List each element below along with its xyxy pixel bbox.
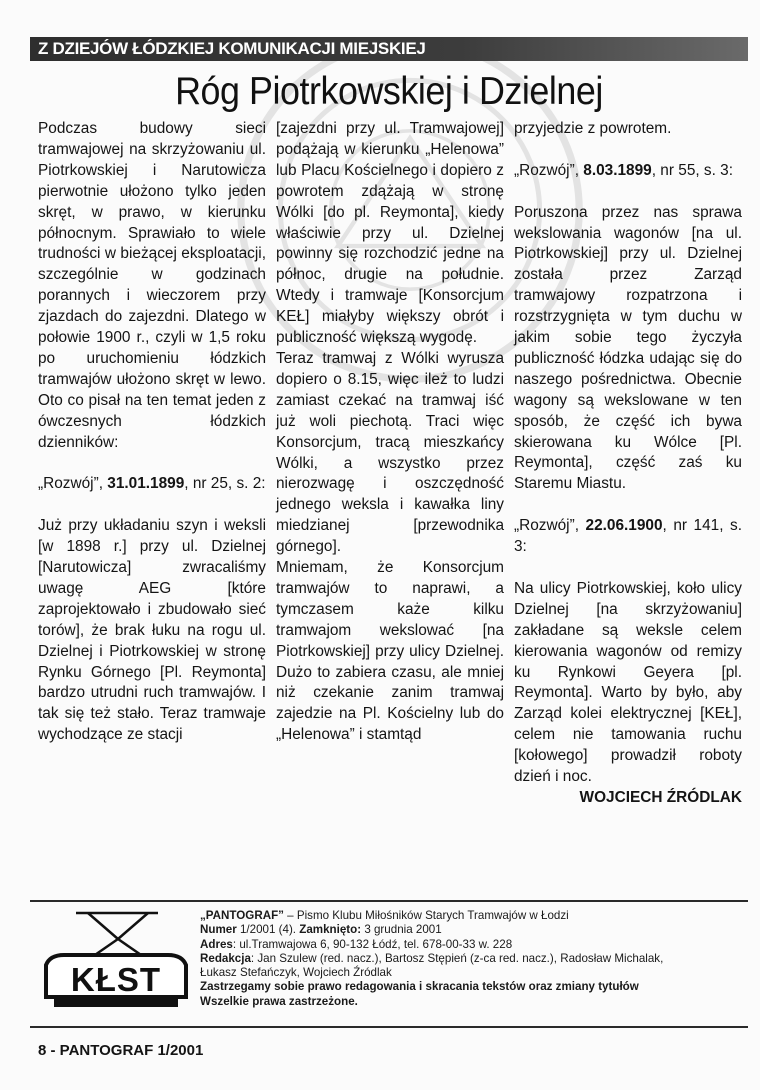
paragraph: Teraz tramwaj z Wólki wyrusza dopiero o 8.15, więc ileż to ludzi zamiast czekać na tramwaj iść już woli piechotą. Traci więc Konsorcjum, tracą mieszkańcy Wólki, a wszystko przez nierozwagę i oszczędność jednego weksla i kawałka liny miedzianej [przewodnika górnego]. bbox=[276, 349, 504, 556]
paragraph: Podczas budowy sieci tramwajowej na skrzyżowaniu ul. Piotrkowskiej i Narutowicza pierwotnie ułożono tylko jeden skręt, w prawo, w kierunku północnym. Sprawiało to wiele trudności w bieżącej eksploatacji, szczególnie w godzinach porannych i wieczorem przy zjazdach do zajezdni. Dlatego w połowie 1900 r., czyli w 1,5 roku po uruchomieniu łódzkich tramwajów ułożono skręt w lewo. Oto co pisał na ten temat jeden z ówczesnych łódzkich dzienników: bbox=[38, 120, 266, 451]
citation: „Rozwój”, 31.01.1899, nr 25, s. 2: bbox=[38, 475, 266, 493]
paragraph: [zajezdni przy ul. Tramwajowej] podążają w kierunku „Helenowa” lub Placu Kościelnego i dopiero z powrotem zdążają w stronę Wólki [do pl. Reymonta], kiedy właściwie przy ul. Dzielnej powinny się rozchodzić jedne na północ, drugie na południe. Wtedy i tramwaje [Konsorcjum KEŁ] miałyby większy obrót i publiczność większą wygodę. bbox=[276, 120, 504, 347]
paragraph: Mniemam, że Konsorcjum tramwajów to naprawi, a tymczasem każe kilku tramwajom wekslować [na Piotrkowskiej] przy ulicy Dzielnej. Dużo to zabiera czasu, ale mniej niż czekanie zanim tramwaj zajedzie na Pl. Kościelny lub do „Helenowa” i stamtąd bbox=[276, 559, 504, 744]
column-1 bbox=[38, 119, 266, 894]
svg-text:KŁST: KŁST bbox=[70, 961, 162, 998]
column-3 bbox=[514, 119, 742, 894]
reserve-notice: Zastrzegamy sobie prawo redagowania i skracania tekstów oraz zmiany tytułów bbox=[200, 980, 639, 994]
editorial-line-2: Łukasz Stefańczyk, Wojciech Źródlak bbox=[200, 966, 392, 980]
paragraph: przyjedzie z powrotem. bbox=[514, 120, 672, 137]
citation: „Rozwój”, 22.06.1900, nr 141, s. 3: bbox=[514, 517, 742, 556]
klst-logo bbox=[40, 905, 190, 1011]
footer-divider-top bbox=[30, 900, 748, 902]
citation: „Rozwój”, 8.03.1899, nr 55, s. 3: bbox=[514, 161, 734, 179]
paragraph: Już przy układaniu szyn i weksli [w 1898 r.] przy ul. Dzielnej [Narutowicza] zwracaliśmy uwagę AEG [które zaprojektowało i zbudowało sieć torów], że brak łuku na rogu ul. Dzielnej i Piotrkowskiej w stronę Rynku Górnego [Pl. Reymonta] bardzo utrudni ruch tramwajów. I tak się też stało. Teraz tramwaje wychodzące ze stacji bbox=[38, 517, 266, 744]
editorial-line: Redakcja: Jan Szulew (red. nacz.), Bartosz Stępień (z-ca red. nacz.), Radosław Michalak, bbox=[200, 951, 664, 965]
section-header: Z DZIEJÓW ŁÓDZKIEJ KOMUNIKACJI MIEJSKIEJ bbox=[30, 37, 748, 61]
journal-line: „PANTOGRAF” – Pismo Klubu Miłośników Starych Tramwajów w Łodzi bbox=[200, 909, 569, 922]
address-line: Adres: ul.Tramwajowa 6, 90-132 Łódź, tel. 678-00-33 w. 228 bbox=[200, 937, 513, 951]
page-number-footer: 8 - PANTOGRAF 1/2001 bbox=[38, 1042, 204, 1059]
paragraph: Poruszona przez nas sprawa wekslowania wagonów [na ul. Piotrkowskiej] przy ul. Dzielnej została przez Zarząd tramwajowy rozpatrzona i rozstrzygnięta w tym duchu w jakim sobie tego życzyła publiczność łódzka udając się do naszego pośrednictwa. Obecnie wagony są wekslowane w ten sposób, że część ich bywa skierowana ku Wólce [Pl. Reymonta], część zaś ku Staremu Miastu. bbox=[514, 203, 742, 493]
number-line: Numer 1/2001 (4). Zamknięto: 3 grudnia 2001 bbox=[200, 923, 442, 937]
footer-divider-bottom bbox=[30, 1026, 748, 1028]
article-body bbox=[38, 119, 742, 894]
masthead-info bbox=[200, 909, 745, 1009]
author-signature: WOJCIECH ŹRÓDLAK bbox=[579, 788, 742, 806]
rights-notice: Wszelkie prawa zastrzeżone. bbox=[200, 994, 358, 1008]
paragraph: Na ulicy Piotrkowskiej, koło ulicy Dzielnej [na skrzyżowaniu] zakładane są weksle celem kierowania wagonów od remizy ku Rynkowi Geyera [pl. Reymonta]. Warto by było, aby Zarząd kolei elektrycznej [KEŁ], celem nie tamowania ruchu [kołowego] prowadził roboty dzień i noc. bbox=[514, 579, 742, 786]
article-title: Róg Piotrkowskiej i Dzielnej bbox=[175, 70, 603, 113]
column-2 bbox=[276, 119, 504, 894]
